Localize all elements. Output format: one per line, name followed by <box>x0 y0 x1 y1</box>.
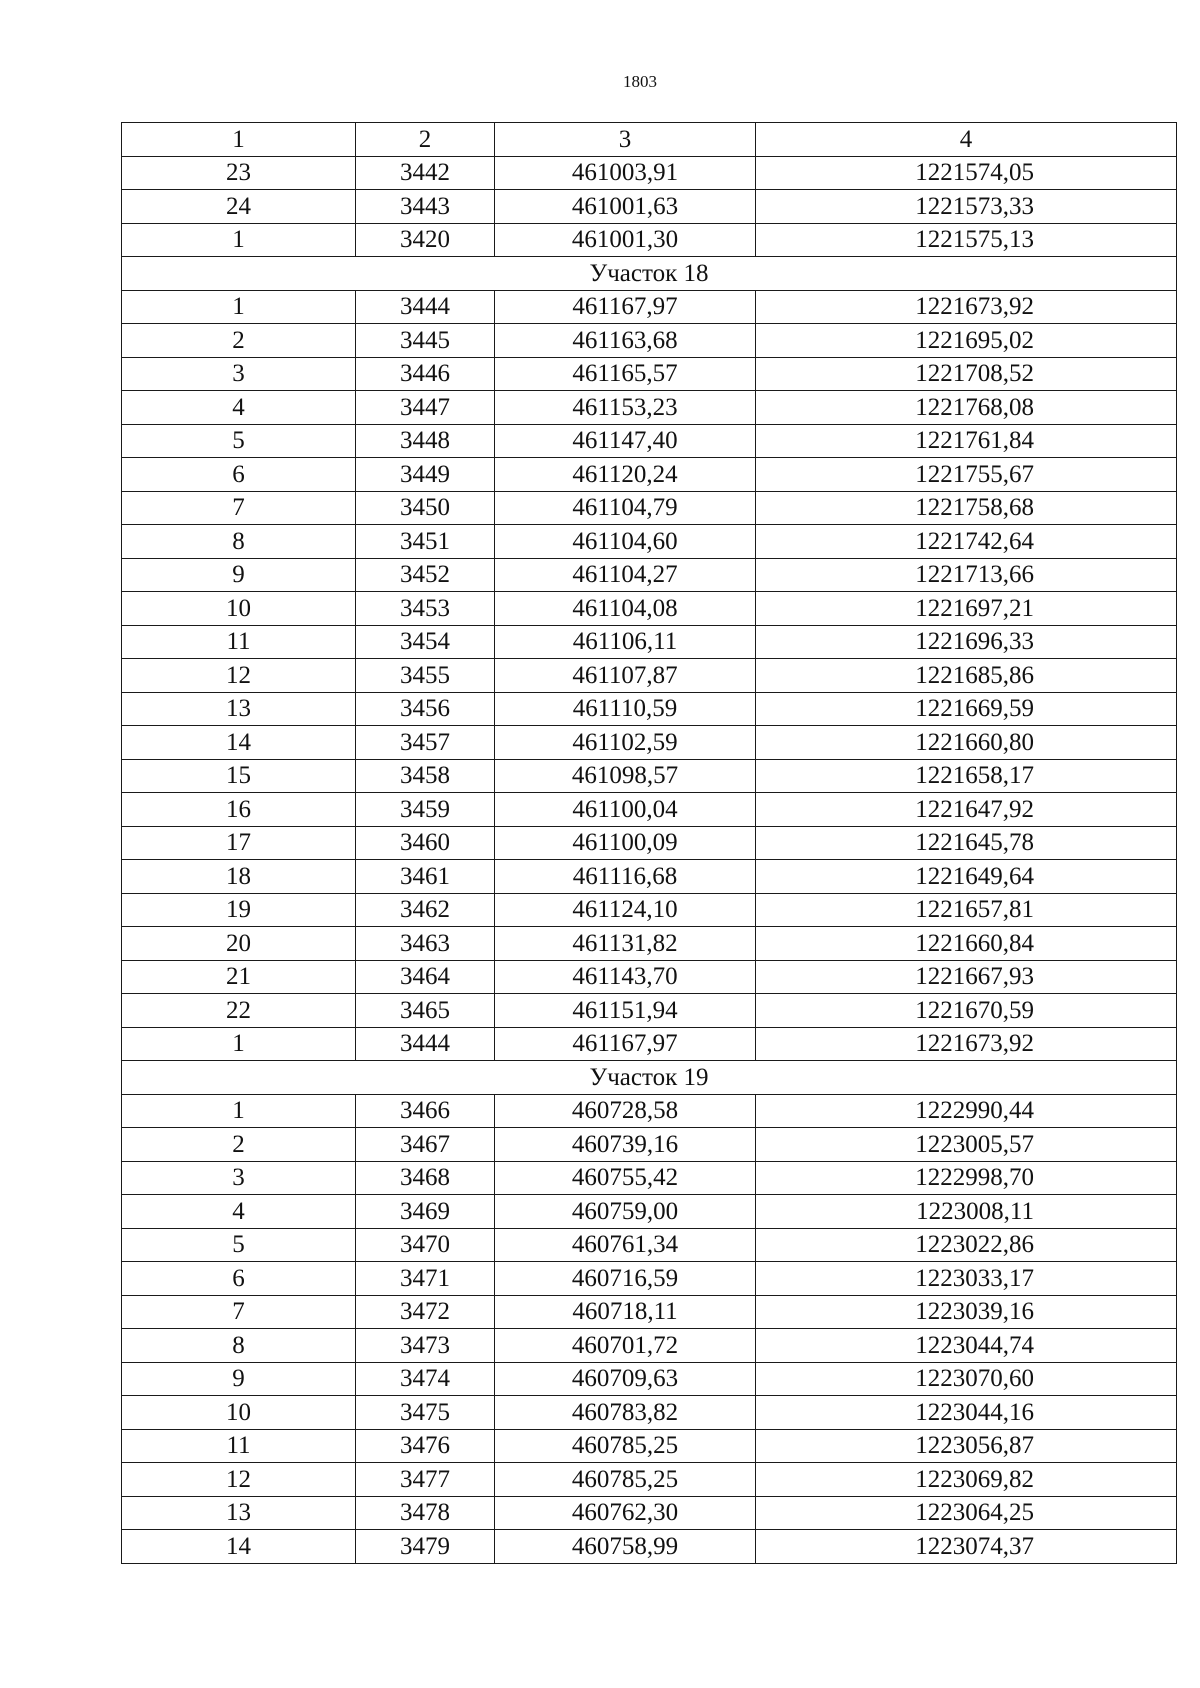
y-coordinate-cell: 1221660,80 <box>756 726 1177 760</box>
point-number-cell: 14 <box>122 726 356 760</box>
y-coordinate-cell: 1221761,84 <box>756 424 1177 458</box>
x-coordinate-cell: 460701,72 <box>495 1329 756 1363</box>
point-id-cell: 3450 <box>356 491 495 525</box>
y-coordinate-cell: 1221658,17 <box>756 759 1177 793</box>
header-cell-2: 2 <box>356 123 495 157</box>
point-number-cell: 14 <box>122 1530 356 1564</box>
point-number-cell: 12 <box>122 659 356 693</box>
point-id-cell: 3469 <box>356 1195 495 1229</box>
y-coordinate-cell: 1223074,37 <box>756 1530 1177 1564</box>
coordinates-table <box>121 122 1177 1564</box>
point-id-cell: 3446 <box>356 357 495 391</box>
x-coordinate-cell: 461151,94 <box>495 994 756 1028</box>
y-coordinate-cell: 1223022,86 <box>756 1228 1177 1262</box>
point-number-cell: 4 <box>122 391 356 425</box>
y-coordinate-cell: 1223044,16 <box>756 1396 1177 1430</box>
point-id-cell: 3461 <box>356 860 495 894</box>
x-coordinate-cell: 461124,10 <box>495 893 756 927</box>
table-row <box>122 659 1177 693</box>
table-row <box>122 625 1177 659</box>
point-number-cell: 21 <box>122 960 356 994</box>
y-coordinate-cell: 1223033,17 <box>756 1262 1177 1296</box>
x-coordinate-cell: 461153,23 <box>495 391 756 425</box>
y-coordinate-cell: 1223069,82 <box>756 1463 1177 1497</box>
x-coordinate-cell: 460761,34 <box>495 1228 756 1262</box>
page-number: 1803 <box>623 72 657 91</box>
point-id-cell: 3464 <box>356 960 495 994</box>
x-coordinate-cell: 461100,04 <box>495 793 756 827</box>
point-id-cell: 3458 <box>356 759 495 793</box>
header-cell-4: 4 <box>756 123 1177 157</box>
table-row <box>122 223 1177 257</box>
y-coordinate-cell: 1221708,52 <box>756 357 1177 391</box>
point-id-cell: 3459 <box>356 793 495 827</box>
x-coordinate-cell: 461106,11 <box>495 625 756 659</box>
point-number-cell: 6 <box>122 1262 356 1296</box>
section-title-row <box>122 257 1177 291</box>
x-coordinate-cell: 461116,68 <box>495 860 756 894</box>
table-row <box>122 960 1177 994</box>
point-id-cell: 3463 <box>356 927 495 961</box>
point-number-cell: 18 <box>122 860 356 894</box>
point-number-cell: 3 <box>122 357 356 391</box>
y-coordinate-cell: 1223005,57 <box>756 1128 1177 1162</box>
x-coordinate-cell: 460759,00 <box>495 1195 756 1229</box>
x-coordinate-cell: 461104,27 <box>495 558 756 592</box>
table-row <box>122 1195 1177 1229</box>
point-number-cell: 12 <box>122 1463 356 1497</box>
x-coordinate-cell: 461143,70 <box>495 960 756 994</box>
point-number-cell: 1 <box>122 1027 356 1061</box>
section-title: Участок 19 <box>122 1061 1177 1095</box>
y-coordinate-cell: 1223044,74 <box>756 1329 1177 1363</box>
y-coordinate-cell: 1221768,08 <box>756 391 1177 425</box>
y-coordinate-cell: 1221574,05 <box>756 156 1177 190</box>
point-number-cell: 23 <box>122 156 356 190</box>
table-body <box>122 123 1177 1564</box>
point-number-cell: 8 <box>122 525 356 559</box>
point-id-cell: 3452 <box>356 558 495 592</box>
point-id-cell: 3420 <box>356 223 495 257</box>
y-coordinate-cell: 1222990,44 <box>756 1094 1177 1128</box>
table-row <box>122 190 1177 224</box>
point-id-cell: 3453 <box>356 592 495 626</box>
point-number-cell: 6 <box>122 458 356 492</box>
y-coordinate-cell: 1221669,59 <box>756 692 1177 726</box>
point-id-cell: 3456 <box>356 692 495 726</box>
table-row <box>122 1496 1177 1530</box>
table-row <box>122 1463 1177 1497</box>
table-row <box>122 1530 1177 1564</box>
x-coordinate-cell: 460739,16 <box>495 1128 756 1162</box>
point-id-cell: 3472 <box>356 1295 495 1329</box>
y-coordinate-cell: 1221667,93 <box>756 960 1177 994</box>
table-row <box>122 391 1177 425</box>
point-number-cell: 17 <box>122 826 356 860</box>
table-row <box>122 860 1177 894</box>
table-row <box>122 1329 1177 1363</box>
table-row <box>122 759 1177 793</box>
point-number-cell: 15 <box>122 759 356 793</box>
point-number-cell: 16 <box>122 793 356 827</box>
y-coordinate-cell: 1221649,64 <box>756 860 1177 894</box>
table-row <box>122 994 1177 1028</box>
table-row <box>122 592 1177 626</box>
y-coordinate-cell: 1221742,64 <box>756 525 1177 559</box>
point-number-cell: 5 <box>122 424 356 458</box>
point-number-cell: 3 <box>122 1161 356 1195</box>
point-number-cell: 2 <box>122 324 356 358</box>
point-id-cell: 3473 <box>356 1329 495 1363</box>
point-number-cell: 24 <box>122 190 356 224</box>
table-header-row <box>122 123 1177 157</box>
point-id-cell: 3444 <box>356 290 495 324</box>
y-coordinate-cell: 1221657,81 <box>756 893 1177 927</box>
point-id-cell: 3467 <box>356 1128 495 1162</box>
table-row <box>122 726 1177 760</box>
y-coordinate-cell: 1221696,33 <box>756 625 1177 659</box>
point-number-cell: 8 <box>122 1329 356 1363</box>
point-number-cell: 1 <box>122 1094 356 1128</box>
table-row <box>122 1161 1177 1195</box>
point-id-cell: 3449 <box>356 458 495 492</box>
point-number-cell: 7 <box>122 491 356 525</box>
x-coordinate-cell: 460783,82 <box>495 1396 756 1430</box>
table-row <box>122 525 1177 559</box>
table-row <box>122 1094 1177 1128</box>
x-coordinate-cell: 461165,57 <box>495 357 756 391</box>
point-number-cell: 11 <box>122 625 356 659</box>
point-id-cell: 3454 <box>356 625 495 659</box>
table-row <box>122 1362 1177 1396</box>
point-number-cell: 10 <box>122 1396 356 1430</box>
y-coordinate-cell: 1223064,25 <box>756 1496 1177 1530</box>
x-coordinate-cell: 460785,25 <box>495 1463 756 1497</box>
point-id-cell: 3447 <box>356 391 495 425</box>
point-id-cell: 3478 <box>356 1496 495 1530</box>
x-coordinate-cell: 461102,59 <box>495 726 756 760</box>
y-coordinate-cell: 1221755,67 <box>756 458 1177 492</box>
table-row <box>122 1128 1177 1162</box>
table-row <box>122 1262 1177 1296</box>
point-id-cell: 3476 <box>356 1429 495 1463</box>
point-id-cell: 3451 <box>356 525 495 559</box>
x-coordinate-cell: 460709,63 <box>495 1362 756 1396</box>
table-row <box>122 1027 1177 1061</box>
x-coordinate-cell: 461131,82 <box>495 927 756 961</box>
y-coordinate-cell: 1221685,86 <box>756 659 1177 693</box>
point-id-cell: 3466 <box>356 1094 495 1128</box>
point-id-cell: 3471 <box>356 1262 495 1296</box>
header-cell-1: 1 <box>122 123 356 157</box>
point-id-cell: 3477 <box>356 1463 495 1497</box>
x-coordinate-cell: 460755,42 <box>495 1161 756 1195</box>
point-id-cell: 3457 <box>356 726 495 760</box>
y-coordinate-cell: 1221697,21 <box>756 592 1177 626</box>
y-coordinate-cell: 1221713,66 <box>756 558 1177 592</box>
y-coordinate-cell: 1223008,11 <box>756 1195 1177 1229</box>
table-row <box>122 1295 1177 1329</box>
point-id-cell: 3443 <box>356 190 495 224</box>
x-coordinate-cell: 461104,60 <box>495 525 756 559</box>
point-id-cell: 3468 <box>356 1161 495 1195</box>
point-number-cell: 22 <box>122 994 356 1028</box>
table-row <box>122 558 1177 592</box>
point-id-cell: 3460 <box>356 826 495 860</box>
header-cell-3: 3 <box>495 123 756 157</box>
x-coordinate-cell: 461104,08 <box>495 592 756 626</box>
table-row <box>122 156 1177 190</box>
x-coordinate-cell: 460758,99 <box>495 1530 756 1564</box>
x-coordinate-cell: 461001,30 <box>495 223 756 257</box>
x-coordinate-cell: 460762,30 <box>495 1496 756 1530</box>
point-id-cell: 3475 <box>356 1396 495 1430</box>
x-coordinate-cell: 460716,59 <box>495 1262 756 1296</box>
x-coordinate-cell: 461110,59 <box>495 692 756 726</box>
point-number-cell: 9 <box>122 558 356 592</box>
x-coordinate-cell: 461100,09 <box>495 826 756 860</box>
x-coordinate-cell: 461167,97 <box>495 1027 756 1061</box>
x-coordinate-cell: 461003,91 <box>495 156 756 190</box>
y-coordinate-cell: 1223039,16 <box>756 1295 1177 1329</box>
y-coordinate-cell: 1222998,70 <box>756 1161 1177 1195</box>
table-row <box>122 290 1177 324</box>
table-row <box>122 458 1177 492</box>
y-coordinate-cell: 1221647,92 <box>756 793 1177 827</box>
point-id-cell: 3455 <box>356 659 495 693</box>
point-number-cell: 13 <box>122 1496 356 1530</box>
table-row <box>122 893 1177 927</box>
x-coordinate-cell: 461001,63 <box>495 190 756 224</box>
point-number-cell: 19 <box>122 893 356 927</box>
point-id-cell: 3465 <box>356 994 495 1028</box>
x-coordinate-cell: 460718,11 <box>495 1295 756 1329</box>
x-coordinate-cell: 460728,58 <box>495 1094 756 1128</box>
section-title-row <box>122 1061 1177 1095</box>
table-row <box>122 927 1177 961</box>
x-coordinate-cell: 461147,40 <box>495 424 756 458</box>
point-number-cell: 13 <box>122 692 356 726</box>
point-id-cell: 3445 <box>356 324 495 358</box>
x-coordinate-cell: 461120,24 <box>495 458 756 492</box>
table-row <box>122 424 1177 458</box>
table-row <box>122 692 1177 726</box>
x-coordinate-cell: 461104,79 <box>495 491 756 525</box>
point-number-cell: 5 <box>122 1228 356 1262</box>
table-row <box>122 1396 1177 1430</box>
point-id-cell: 3442 <box>356 156 495 190</box>
x-coordinate-cell: 461098,57 <box>495 759 756 793</box>
y-coordinate-cell: 1221673,92 <box>756 1027 1177 1061</box>
y-coordinate-cell: 1221573,33 <box>756 190 1177 224</box>
table-row <box>122 491 1177 525</box>
point-id-cell: 3444 <box>356 1027 495 1061</box>
y-coordinate-cell: 1221660,84 <box>756 927 1177 961</box>
table-row <box>122 324 1177 358</box>
y-coordinate-cell: 1223070,60 <box>756 1362 1177 1396</box>
point-number-cell: 10 <box>122 592 356 626</box>
section-title: Участок 18 <box>122 257 1177 291</box>
x-coordinate-cell: 461163,68 <box>495 324 756 358</box>
y-coordinate-cell: 1221670,59 <box>756 994 1177 1028</box>
point-number-cell: 1 <box>122 290 356 324</box>
y-coordinate-cell: 1221695,02 <box>756 324 1177 358</box>
point-id-cell: 3470 <box>356 1228 495 1262</box>
point-id-cell: 3462 <box>356 893 495 927</box>
x-coordinate-cell: 460785,25 <box>495 1429 756 1463</box>
point-number-cell: 9 <box>122 1362 356 1396</box>
point-number-cell: 1 <box>122 223 356 257</box>
x-coordinate-cell: 461167,97 <box>495 290 756 324</box>
table-row <box>122 1429 1177 1463</box>
point-number-cell: 2 <box>122 1128 356 1162</box>
point-id-cell: 3479 <box>356 1530 495 1564</box>
table-row <box>122 357 1177 391</box>
table-row <box>122 826 1177 860</box>
point-number-cell: 7 <box>122 1295 356 1329</box>
point-number-cell: 11 <box>122 1429 356 1463</box>
point-id-cell: 3448 <box>356 424 495 458</box>
y-coordinate-cell: 1221575,13 <box>756 223 1177 257</box>
table-row <box>122 1228 1177 1262</box>
y-coordinate-cell: 1221645,78 <box>756 826 1177 860</box>
point-number-cell: 4 <box>122 1195 356 1229</box>
y-coordinate-cell: 1221758,68 <box>756 491 1177 525</box>
point-number-cell: 20 <box>122 927 356 961</box>
y-coordinate-cell: 1221673,92 <box>756 290 1177 324</box>
point-id-cell: 3474 <box>356 1362 495 1396</box>
y-coordinate-cell: 1223056,87 <box>756 1429 1177 1463</box>
x-coordinate-cell: 461107,87 <box>495 659 756 693</box>
table-row <box>122 793 1177 827</box>
